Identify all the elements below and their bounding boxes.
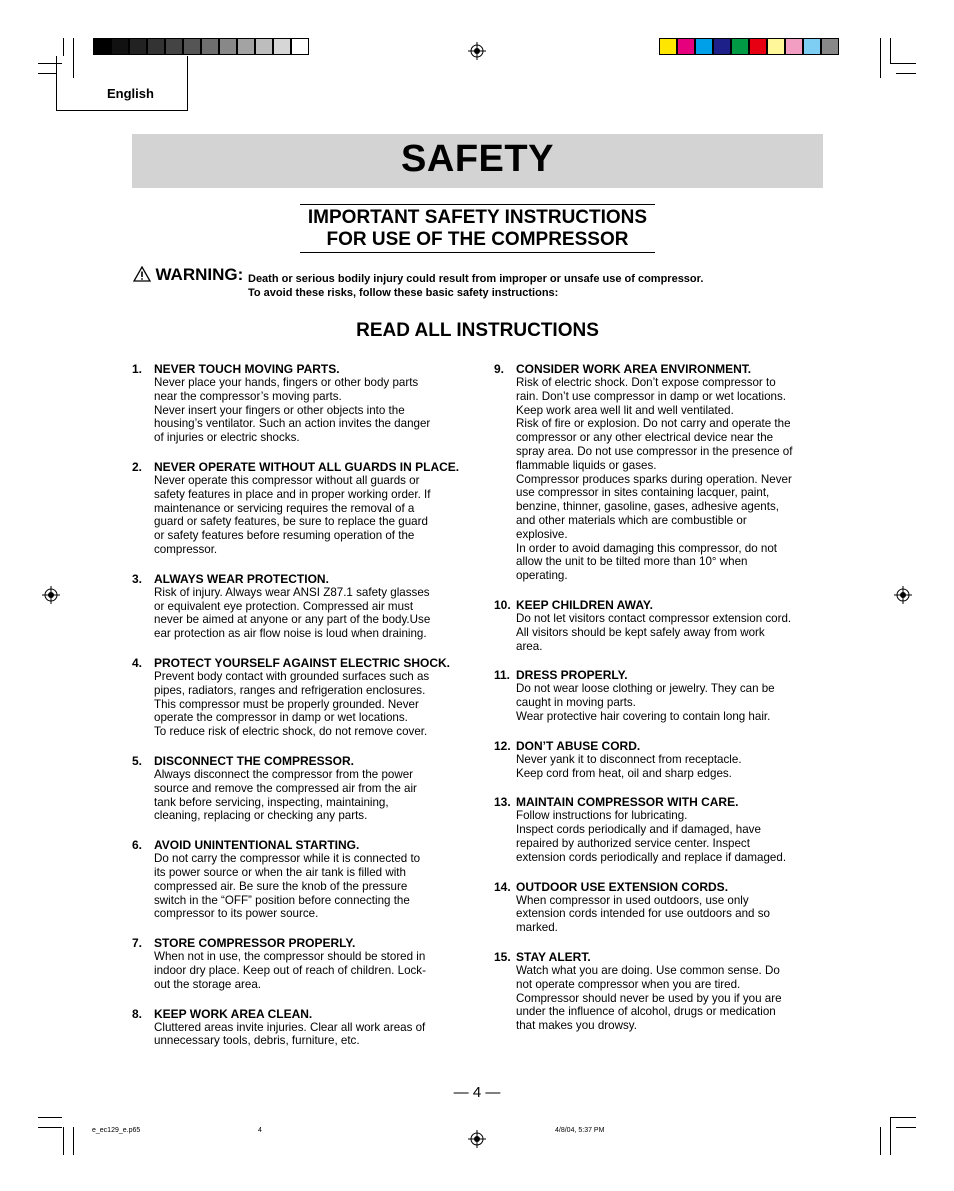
- instruction-body: Never yank it to disconnect from receptacle. Keep cord from heat, oil and sharp edges.: [516, 752, 742, 780]
- instruction-number: 2.: [132, 459, 143, 474]
- color-swatch: [255, 38, 273, 55]
- instruction-number: 12.: [494, 738, 511, 753]
- section-subtitle: [300, 204, 655, 253]
- language-tab: [56, 56, 188, 111]
- instruction-title: DON’T ABUSE CORD.: [516, 738, 641, 753]
- instruction-item: [494, 880, 824, 935]
- instruction-item: [132, 936, 462, 991]
- instruction-body: When not in use, the compressor should be stored in indoor dry place. Keep out of reach of children. Lock- out the storage area.: [154, 950, 426, 991]
- instruction-title: ALWAYS WEAR PROTECTION.: [154, 571, 329, 586]
- instruction-body: Never place your hands, fingers or other body parts near the compressor’s moving parts. Never insert your fingers or other objects into the housing’s ventilator. Such an action invites the danger of injuries or electric shocks.: [154, 376, 431, 445]
- color-swatch: [147, 38, 165, 55]
- footer-file: e_ec129_e.p65: [92, 1127, 141, 1134]
- instruction-heading: [132, 754, 462, 768]
- instruction-body: Cluttered areas invite injuries. Clear all work areas of unnecessary tools, debris, furniture, etc.: [154, 1020, 426, 1048]
- instruction-heading: [494, 950, 824, 964]
- instruction-title: PROTECT YOURSELF AGAINST ELECTRIC SHOCK.: [154, 655, 451, 670]
- color-swatch: [785, 38, 803, 55]
- color-swatch: [291, 38, 309, 55]
- crop-mark: [880, 38, 881, 78]
- instruction-number: 14.: [494, 879, 511, 894]
- color-swatch: [111, 38, 129, 55]
- registration-mark-icon: [894, 586, 912, 604]
- warning-text: [248, 272, 703, 300]
- warning-triangle-icon: [133, 266, 151, 282]
- instruction-heading: [132, 656, 462, 670]
- grayscale-color-bar: [93, 38, 309, 55]
- instruction-number: 6.: [132, 838, 143, 853]
- instruction-title: DISCONNECT THE COMPRESSOR.: [154, 753, 355, 768]
- crop-mark: [896, 1127, 916, 1128]
- crop-mark: [890, 63, 916, 64]
- instruction-item: [132, 838, 462, 921]
- subtitle-line: FOR USE OF THE COMPRESSOR: [326, 229, 629, 250]
- instruction-heading: [494, 668, 824, 682]
- instruction-number: 5.: [132, 753, 143, 768]
- instruction-heading: [132, 362, 462, 376]
- instruction-heading: [494, 795, 824, 809]
- color-swatch: [767, 38, 785, 55]
- instruction-heading: [132, 1007, 462, 1021]
- instruction-number: 13.: [494, 795, 511, 810]
- color-swatch: [237, 38, 255, 55]
- instruction-item: [494, 668, 824, 723]
- instruction-number: 8.: [132, 1006, 143, 1021]
- instruction-title: KEEP CHILDREN AWAY.: [516, 597, 653, 612]
- language-label: English: [107, 86, 154, 101]
- instruction-item: [494, 739, 824, 781]
- color-swatch: [183, 38, 201, 55]
- instruction-title: STORE COMPRESSOR PROPERLY.: [154, 936, 356, 951]
- instruction-item: [132, 1007, 462, 1049]
- color-swatch: [695, 38, 713, 55]
- instruction-body: Do not wear loose clothing or jewelry. They can be caught in moving parts. Wear protective hair covering to contain long hair.: [516, 682, 775, 723]
- instruction-heading: [494, 880, 824, 894]
- registration-mark-icon: [468, 42, 486, 60]
- instruction-item: [132, 572, 462, 641]
- instruction-heading: [132, 572, 462, 586]
- instruction-item: [494, 795, 824, 864]
- instruction-title: OUTDOOR USE EXTENSION CORDS.: [516, 879, 729, 894]
- instruction-body: Watch what you are doing. Use common sense. Do not operate compressor when you are tired. Compressor should never be used by you if you are under the influence of alcohol, drugs or medication that makes you drowsy.: [516, 963, 782, 1033]
- registration-mark-icon: [42, 586, 60, 604]
- crop-mark: [890, 1117, 916, 1118]
- crop-mark: [880, 1127, 881, 1155]
- crop-mark: [63, 1127, 64, 1155]
- instruction-body: Prevent body contact with grounded surfaces such as pipes, radiators, ranges and refrigeration enclosures. This compressor must be properly grounded. Never operate the compressor in damp or wet locations. To reduce risk of electric shock, do not remove cover.: [154, 669, 430, 739]
- instruction-item: [494, 598, 824, 653]
- page-number: — 4 —: [453, 1084, 501, 1101]
- instruction-title: AVOID UNINTENTIONAL STARTING.: [154, 838, 360, 853]
- instruction-heading: [494, 598, 824, 612]
- color-swatch: [749, 38, 767, 55]
- instruction-body: Risk of injury. Always wear ANSI Z87.1 safety glasses or equivalent eye protection. Compressed air must never be aimed at anyone or any part of the body.Use ear protection as air flow noise is loud when draining.: [154, 585, 431, 641]
- instruction-number: 1.: [132, 362, 143, 376]
- instruction-body: Follow instructions for lubricating. Inspect cords periodically and if damaged, have repaired by authorized service center. Inspect extension cords periodically and replace if damaged.: [516, 809, 787, 864]
- instruction-item: [494, 950, 824, 1033]
- instruction-title: KEEP WORK AREA CLEAN.: [154, 1006, 313, 1021]
- color-swatch: [129, 38, 147, 55]
- instruction-number: 4.: [132, 655, 143, 670]
- warning-heading: [133, 265, 243, 285]
- crop-mark: [38, 73, 56, 74]
- instruction-number: 7.: [132, 936, 143, 951]
- instruction-body: When compressor in used outdoors, use only extension cords intended for use outdoors and so marked.: [516, 893, 770, 935]
- instruction-title: NEVER OPERATE WITHOUT ALL GUARDS IN PLACE.: [154, 459, 460, 474]
- instruction-heading: [494, 362, 824, 376]
- page-title: SAFETY: [401, 138, 554, 180]
- crop-mark: [38, 1127, 62, 1128]
- subtitle-line: IMPORTANT SAFETY INSTRUCTIONS: [307, 207, 648, 228]
- instruction-number: 11.: [494, 668, 511, 683]
- instruction-body: Never operate this compressor without all guards or safety features in place and in proper working order. If maintenance or servicing requires the removal of a guard or safety features, be sure to replace the guard or safety features before resuming operation of the compressor.: [154, 473, 431, 556]
- color-swatch: [821, 38, 839, 55]
- instruction-number: 3.: [132, 571, 143, 586]
- instruction-body: Do not carry the compressor while it is connected to its power source or when the air tank is filled with compressed air. Be sure the knob of the pressure switch in the “OFF” position before connecting the compressor to its power source.: [154, 852, 421, 921]
- process-color-bar: [659, 38, 839, 55]
- color-swatch: [803, 38, 821, 55]
- crop-mark: [63, 38, 64, 56]
- instruction-title: CONSIDER WORK AREA ENVIRONMENT.: [516, 362, 752, 376]
- instruction-item: [132, 460, 462, 557]
- instruction-body: Always disconnect the compressor from the power source and remove the compressed air from the air tank before servicing, inspecting, maintaining, cleaning, replacing or checking any parts.: [154, 767, 417, 823]
- color-swatch: [273, 38, 291, 55]
- instruction-heading: [132, 460, 462, 474]
- color-swatch: [677, 38, 695, 55]
- warning-line: Death or serious bodily injury could result from improper or unsafe use of compressor.: [248, 273, 704, 285]
- footer-date: 4/8/04, 5:37 PM: [555, 1127, 605, 1134]
- instruction-body: Do not let visitors contact compressor extension cord. All visitors should be kept safely away from work area.: [516, 611, 792, 653]
- instruction-title: STAY ALERT.: [516, 949, 591, 964]
- crop-mark: [73, 1127, 74, 1155]
- color-swatch: [219, 38, 237, 55]
- crop-mark: [896, 73, 916, 74]
- instruction-body: Risk of electric shock. Don’t expose compressor to rain. Don’t use compressor in damp or wet locations. Keep work area well lit and well ventilated. Risk of fire or explosion. Do not carry and operate the compressor or any other electrical device near the spray area. Do not use compressor in the presence of flammable liquids or gases. Compressor produces sparks during operation. Never use compressor in sites containing lacquer, paint, benzine, thinner, gasoline, gases, adhesive agents, and other materials which are combustible or explosive. In order to avoid damaging this compressor, do not allow the unit to be tilted more than 10° when operating.: [516, 376, 793, 583]
- read-all-heading: READ ALL INSTRUCTIONS: [356, 320, 599, 341]
- instruction-item: [494, 362, 824, 583]
- left-column: [132, 362, 462, 1063]
- color-swatch: [659, 38, 677, 55]
- registration-mark-icon: [468, 1130, 486, 1148]
- instruction-title: MAINTAIN COMPRESSOR WITH CARE.: [516, 795, 739, 810]
- color-swatch: [731, 38, 749, 55]
- footer-page: 4: [258, 1127, 262, 1134]
- instruction-item: [132, 362, 462, 445]
- instruction-number: 15.: [494, 949, 511, 964]
- crop-mark: [890, 38, 891, 63]
- color-swatch: [165, 38, 183, 55]
- crop-mark: [890, 1117, 891, 1155]
- instruction-item: [132, 754, 462, 823]
- warning-label: WARNING:: [155, 265, 244, 284]
- instruction-heading: [132, 838, 462, 852]
- instruction-number: 10.: [494, 597, 511, 612]
- instruction-heading: [132, 936, 462, 950]
- instruction-title: NEVER TOUCH MOVING PARTS.: [154, 362, 340, 376]
- instruction-item: [132, 656, 462, 739]
- instruction-heading: [494, 739, 824, 753]
- color-swatch: [201, 38, 219, 55]
- instruction-number: 9.: [494, 362, 505, 376]
- color-swatch: [93, 38, 111, 55]
- crop-mark: [38, 1117, 62, 1118]
- right-column: [494, 362, 824, 1048]
- instruction-title: DRESS PROPERLY.: [516, 668, 628, 683]
- color-swatch: [713, 38, 731, 55]
- warning-line: To avoid these risks, follow these basic safety instructions:: [248, 287, 559, 299]
